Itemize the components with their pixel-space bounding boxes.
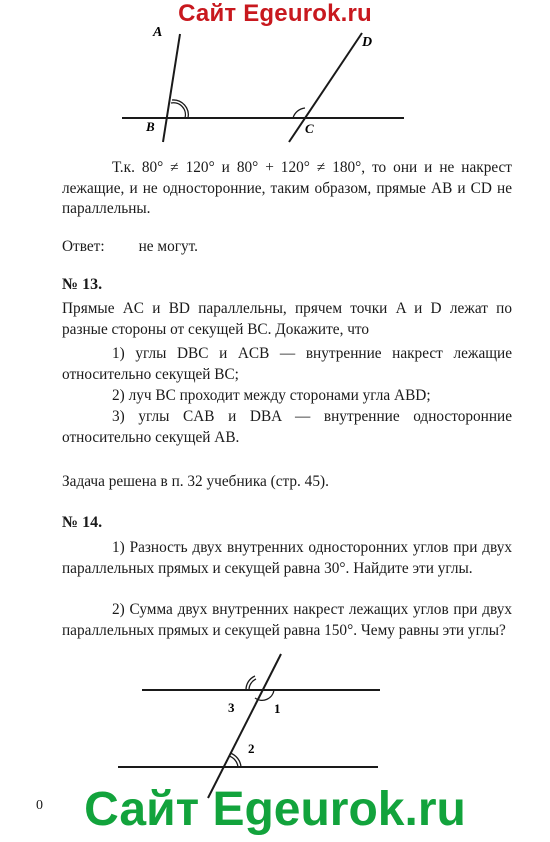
problem-14-item-1: 1) Разность двух внутренних односторонних углов при двух параллельных прямых и секущей равна 30°. Найдите эти углы.	[62, 539, 512, 577]
angle-label-3: 3	[228, 700, 235, 715]
line-cd	[289, 33, 362, 142]
problem-14-item-2: 2) Сумма двух внутренних накрест лежащих углов при двух параллельных прямых и секущей равна 150°. Чему равны эти углы?	[62, 601, 512, 639]
angle-arc-3	[249, 679, 256, 690]
watermark-top: Сайт Egeurok.ru	[178, 0, 372, 27]
page-number: 0	[36, 798, 43, 813]
answer-value: не могут.	[138, 238, 199, 255]
figure-parallel-lines	[0, 640, 550, 800]
solution-12-text: Т.к. 80° ≠ 120° и 80° + 120° ≠ 180°, то они и не накрест лежащие, и не односторонние, таким образом, прямые AB и CD не параллельны.	[62, 159, 512, 217]
line-ab	[163, 34, 180, 142]
angle-label-2: 2	[248, 741, 255, 756]
problem-13-item-1: 1) углы DBC и ACB — внутренние накрест лежащие относительно секущей BC;	[62, 345, 512, 383]
transversal	[208, 654, 281, 798]
problem-13-intro: Прямые AC и BD параллельны, прячем точки A и D лежат по разные стороны от секущей BC. Докажите, что	[62, 300, 512, 338]
label-d: D	[362, 35, 373, 50]
label-a: A	[153, 25, 163, 40]
angle-arc-c	[293, 108, 305, 118]
watermark-bottom: Сайт Egeurok.ru	[84, 783, 466, 836]
problem-13-item-2: 2) луч BC проходит между сторонами угла ABD;	[112, 387, 431, 404]
problem-13-item-3: 3) углы CAB и DBA — внутренние односторонние относительно секущей AB.	[62, 408, 512, 446]
angle-arc-b	[171, 103, 185, 118]
answer-label: Ответ:	[62, 238, 105, 255]
answer-line	[62, 238, 198, 256]
problem-14-number: № 14.	[62, 514, 103, 531]
problem-13-note: Задача решена в п. 32 учебника (стр. 45).	[62, 473, 329, 490]
angle-label-1: 1	[274, 701, 281, 716]
problem-13-number: № 13.	[62, 276, 103, 293]
label-c: C	[305, 121, 314, 136]
figure-nonparallel-lines	[0, 0, 550, 150]
label-b: B	[146, 119, 155, 134]
